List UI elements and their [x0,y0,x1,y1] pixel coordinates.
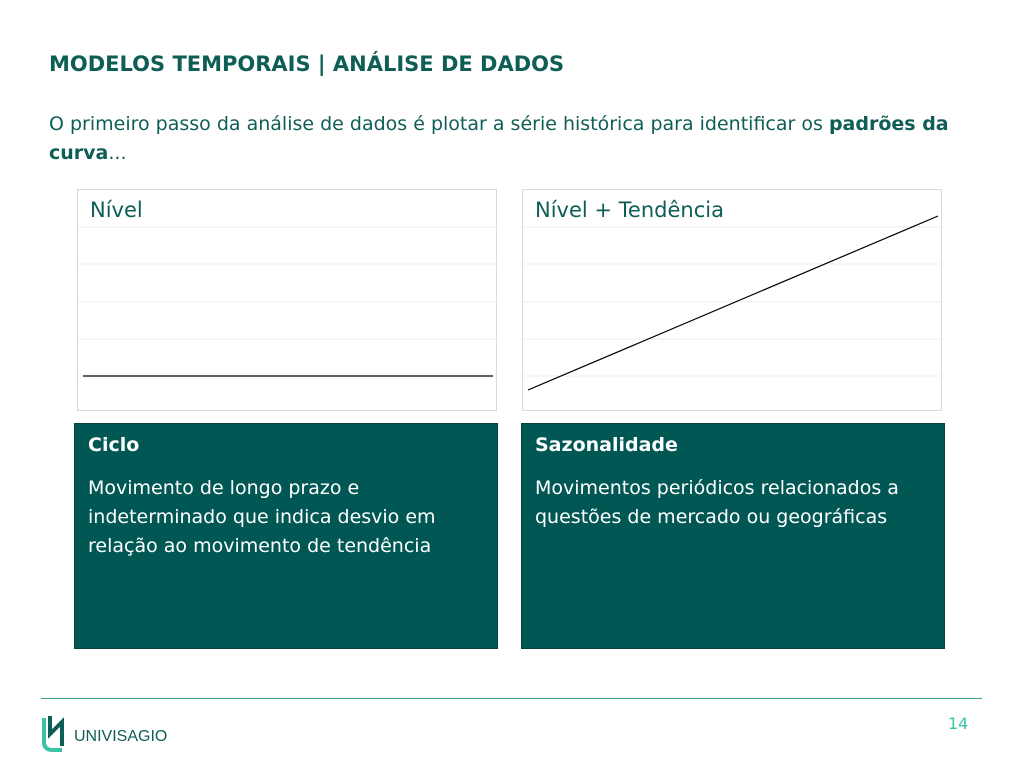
univisagio-logo [40,712,180,758]
intro-bold-text: padrões da curva [49,113,949,164]
card-ciclo-title: Ciclo [88,434,140,456]
chart-nivel-tendencia [522,189,942,411]
footer-divider [41,698,982,699]
chart-nivel-tendencia-title: Nível + Tendência [535,198,724,222]
page-title: MODELOS TEMPORAIS | ANÁLISE DE DADOS [49,52,565,76]
chart-nivel [77,189,497,411]
series-line [528,216,938,390]
intro-text: O primeiro passo da análise de dados é plotar a série histórica para identificar os [49,113,829,135]
page-number: 14 [948,714,969,733]
logo-text: UNIVISAGIO [74,728,168,745]
chart-nivel-title: Nível [90,198,143,222]
intro-paragraph [49,110,969,168]
card-sazonalidade-title: Sazonalidade [535,434,678,456]
intro-ellipsis: ... [108,142,127,164]
chart-nivel-svg [78,190,498,412]
card-ciclo-text: Movimento de longo prazo e indeterminado que indica desvio em relação ao movimento de tendência [88,477,436,557]
chart-nivel-tendencia-svg [523,190,943,412]
logo-mark-icon [40,712,180,754]
card-sazonalidade-text: Movimentos periódicos relacionados a questões de mercado ou geográficas [535,477,899,528]
card-sazonalidade [521,423,945,649]
card-ciclo [74,423,498,649]
